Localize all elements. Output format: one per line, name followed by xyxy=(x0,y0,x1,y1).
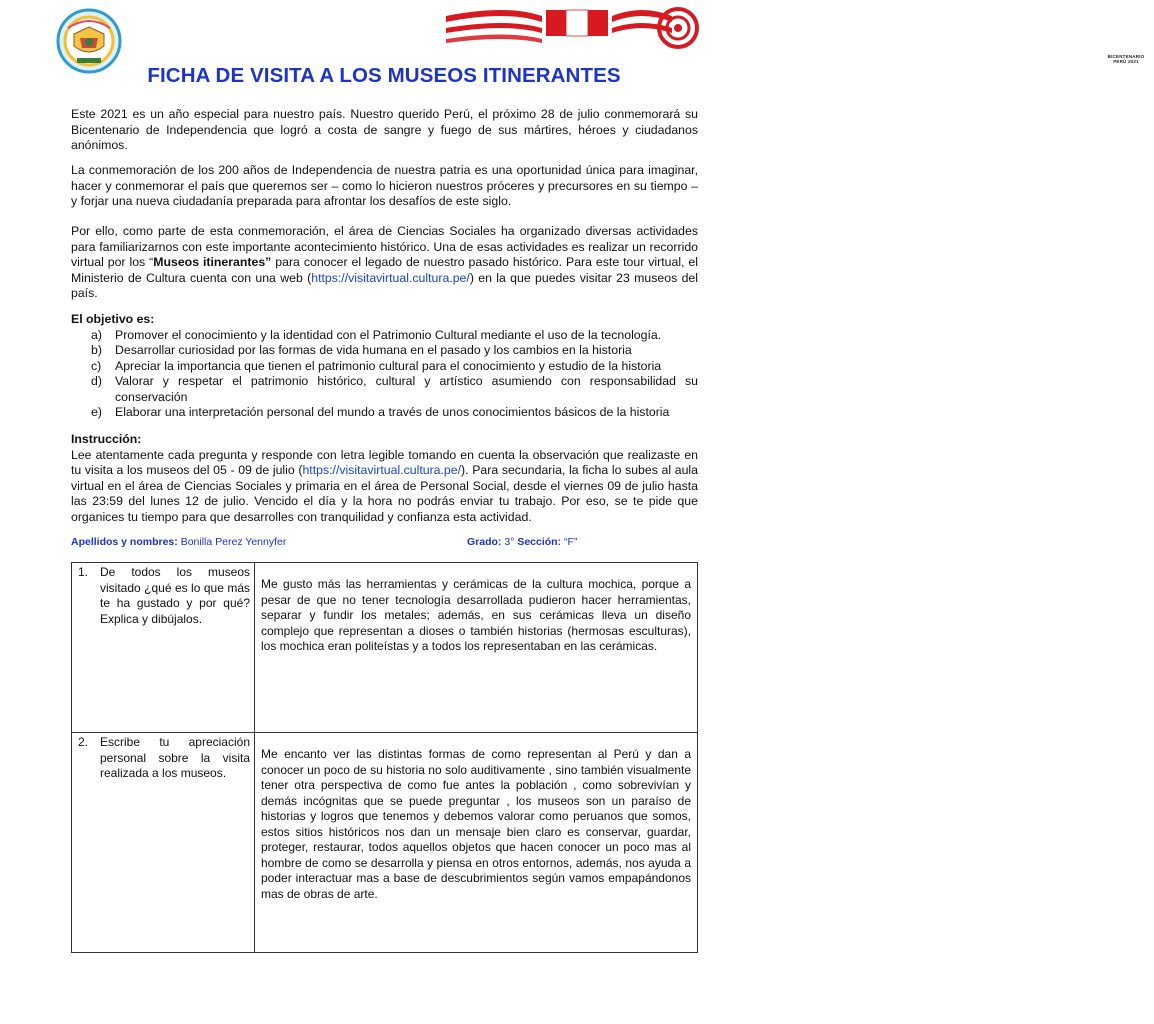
intro-p3-bold: Museos itinerantes” xyxy=(153,255,272,269)
objective-item-text: Elaborar una interpretación personal del mundo a través de unos conocimientos básicos de la historia xyxy=(115,405,670,419)
bicentenario-peru-icon xyxy=(446,6,704,68)
grade-section xyxy=(467,536,577,548)
objective-item-text: Apreciar la importancia que tienen el patrimonio cultural para el conocimiento y estudio de la historia xyxy=(115,358,662,373)
instruction-text-2: ). Para secundaria, la ficha lo subes al aula virtual en el área de Ciencias Sociales y primaria en el área de Personal Social, desde el viernes 09 de julio hasta las 23:59 del lunes 12 de julio. Vencido el día y la hora no podrás enviar tu trabajo. Por eso, se te pide que organices tu tiempo para que desarrolles con tranquilidad y confianza esta actividad. xyxy=(71,463,698,524)
objective-item-marker: e) xyxy=(91,405,102,419)
name-label: Apellidos y nombres: xyxy=(71,536,178,548)
bicentennial-logo xyxy=(446,6,1145,68)
objective-item xyxy=(91,358,698,375)
objective-item-marker: a) xyxy=(91,327,102,342)
bicentennial-caption-line2: PERÚ 2021 xyxy=(1113,59,1139,64)
question-cell xyxy=(72,733,255,953)
objective-item xyxy=(91,343,698,359)
section-value: “F” xyxy=(564,536,578,548)
objective-item xyxy=(91,405,698,421)
intro-paragraph-3 xyxy=(71,224,698,302)
questions-table xyxy=(71,562,698,953)
objective-item-text: Promover el conocimiento y la identidad con el Patrimonio Cultural mediante el uso de la tecnología. xyxy=(115,327,662,342)
question-number: 1. xyxy=(78,565,89,579)
table-row xyxy=(72,733,698,953)
objective-item-text: Desarrollar curiosidad por las formas de vida humana en el pasado y los cambios en la historia xyxy=(115,343,632,357)
objective-list xyxy=(71,328,698,421)
name-value: Bonilla Perez Yennyfer xyxy=(180,536,287,548)
objective-item-marker: c) xyxy=(91,358,102,373)
question-text: De todos los museos visitado ¿qué es lo que más te ha gustado y por qué? Explica y dibújalos. xyxy=(100,565,250,626)
objective-item-marker: d) xyxy=(91,374,102,388)
objective-item xyxy=(91,374,698,405)
grade-value: 3° xyxy=(504,536,515,548)
page-title: FICHA DE VISITA A LOS MUSEOS ITINERANTES xyxy=(147,64,621,87)
section-label: Sección: xyxy=(517,536,562,548)
instruction-heading: Instrucción: xyxy=(71,432,142,446)
intro-paragraph-1: Este 2021 es un año especial para nuestro país. Nuestro querido Perú, el próximo 28 de julio conmemorará su Bicentenario de Independencia que logró a costa de sangre y fuego de sus mártires, héroes y ciudadanos anónimos. xyxy=(71,107,698,152)
answer-cell[interactable]: Me encanto ver las distintas formas de como representan al Perú y dan a conocer un poco de su historia no solo auditivamente , sino también visualmente tener otra perspectiva de como fue antes la población , como sobrevivían y demás incógnitas que se puede preguntar , los museos son un paraíso de historias y logros que tenemos y debemos valorar como peruanos que somos, estos sitios históricos nos dan un mensaje bien claro es conservar, guardar, proteger, restaurar, todos aquellos objetos que hacen conocer un poco mas al hombre de como se desarrolla y piensa en otros entornos, además, nos ayuda a poder interactuar mas a base de descubrimientos según vamos empapándonos mas de obras de arte. xyxy=(255,733,698,953)
objective-item xyxy=(91,327,698,344)
objective-section xyxy=(71,312,698,421)
question-number: 2. xyxy=(78,735,89,749)
instruction-web-link[interactable]: https://visitavirtual.cultura.pe/ xyxy=(302,463,462,477)
intro-p3-text-1: Por ello, como parte de esta conmemoración, el área de Ciencias Sociales ha organizado diversas actividades para familiarizarnos con este importante acontecimiento histórico. Una de esas actividades es realizar un recorrido virtual por los “ xyxy=(71,224,698,269)
table-row xyxy=(72,563,698,733)
bicentennial-caption-line1: BICENTENARIO xyxy=(1107,54,1145,59)
grade-label: Grado: xyxy=(467,536,502,548)
objective-heading: El objetivo es: xyxy=(71,312,155,326)
objective-item-text: Valorar y respetar el patrimonio histórico, cultural y artístico asumiendo con responsabilidad su conservación xyxy=(115,374,698,404)
question-text: Escribe tu apreciación personal sobre la visita realizada a los museos. xyxy=(100,735,250,780)
answer-cell[interactable]: Me gusto más las herramientas y cerámicas de la cultura mochica, porque a pesar de que no tener tecnología desarrollada pudieron hacer herramientas, separar y fundir los metales; además, en sus cerámicas lleva un diseño complejo que representan a dioses o también historias (hermosas esculturas), los mochica eran politeístas y a todos los representaban en las cerámicas. xyxy=(255,563,698,733)
instruction-text-1: Lee atentamente cada pregunta y responde con letra legible tomando en cuenta la observación que realizaste en tu visita a los museos del 05 - 09 de julio ( xyxy=(71,447,698,477)
objective-item-marker: b) xyxy=(91,343,102,357)
instruction-section xyxy=(71,432,698,525)
intro-paragraph-2: La conmemoración de los 200 años de Independencia de nuestra patria es una oportunidad única para imaginar, hacer y conmemorar el país que queremos ser – como lo hicieron nuestros próceres y precursores en su tiempo – y forjar una nueva ciudadanía preparada para afrontar los desafíos de este siglo. xyxy=(71,163,698,208)
cultura-web-link[interactable]: https://visitavirtual.cultura.pe/ xyxy=(311,270,470,285)
bicentennial-caption xyxy=(1098,54,1154,64)
student-info xyxy=(71,536,698,550)
intro-p3-text-3: ) en la que puedes visitar 23 museos del país. xyxy=(71,270,698,300)
question-cell xyxy=(72,563,255,733)
intro-p3-text-2: para conocer el legado de nuestro pasado histórico. Para este tour virtual, el Ministerio de Cultura cuenta con una web ( xyxy=(71,255,698,285)
